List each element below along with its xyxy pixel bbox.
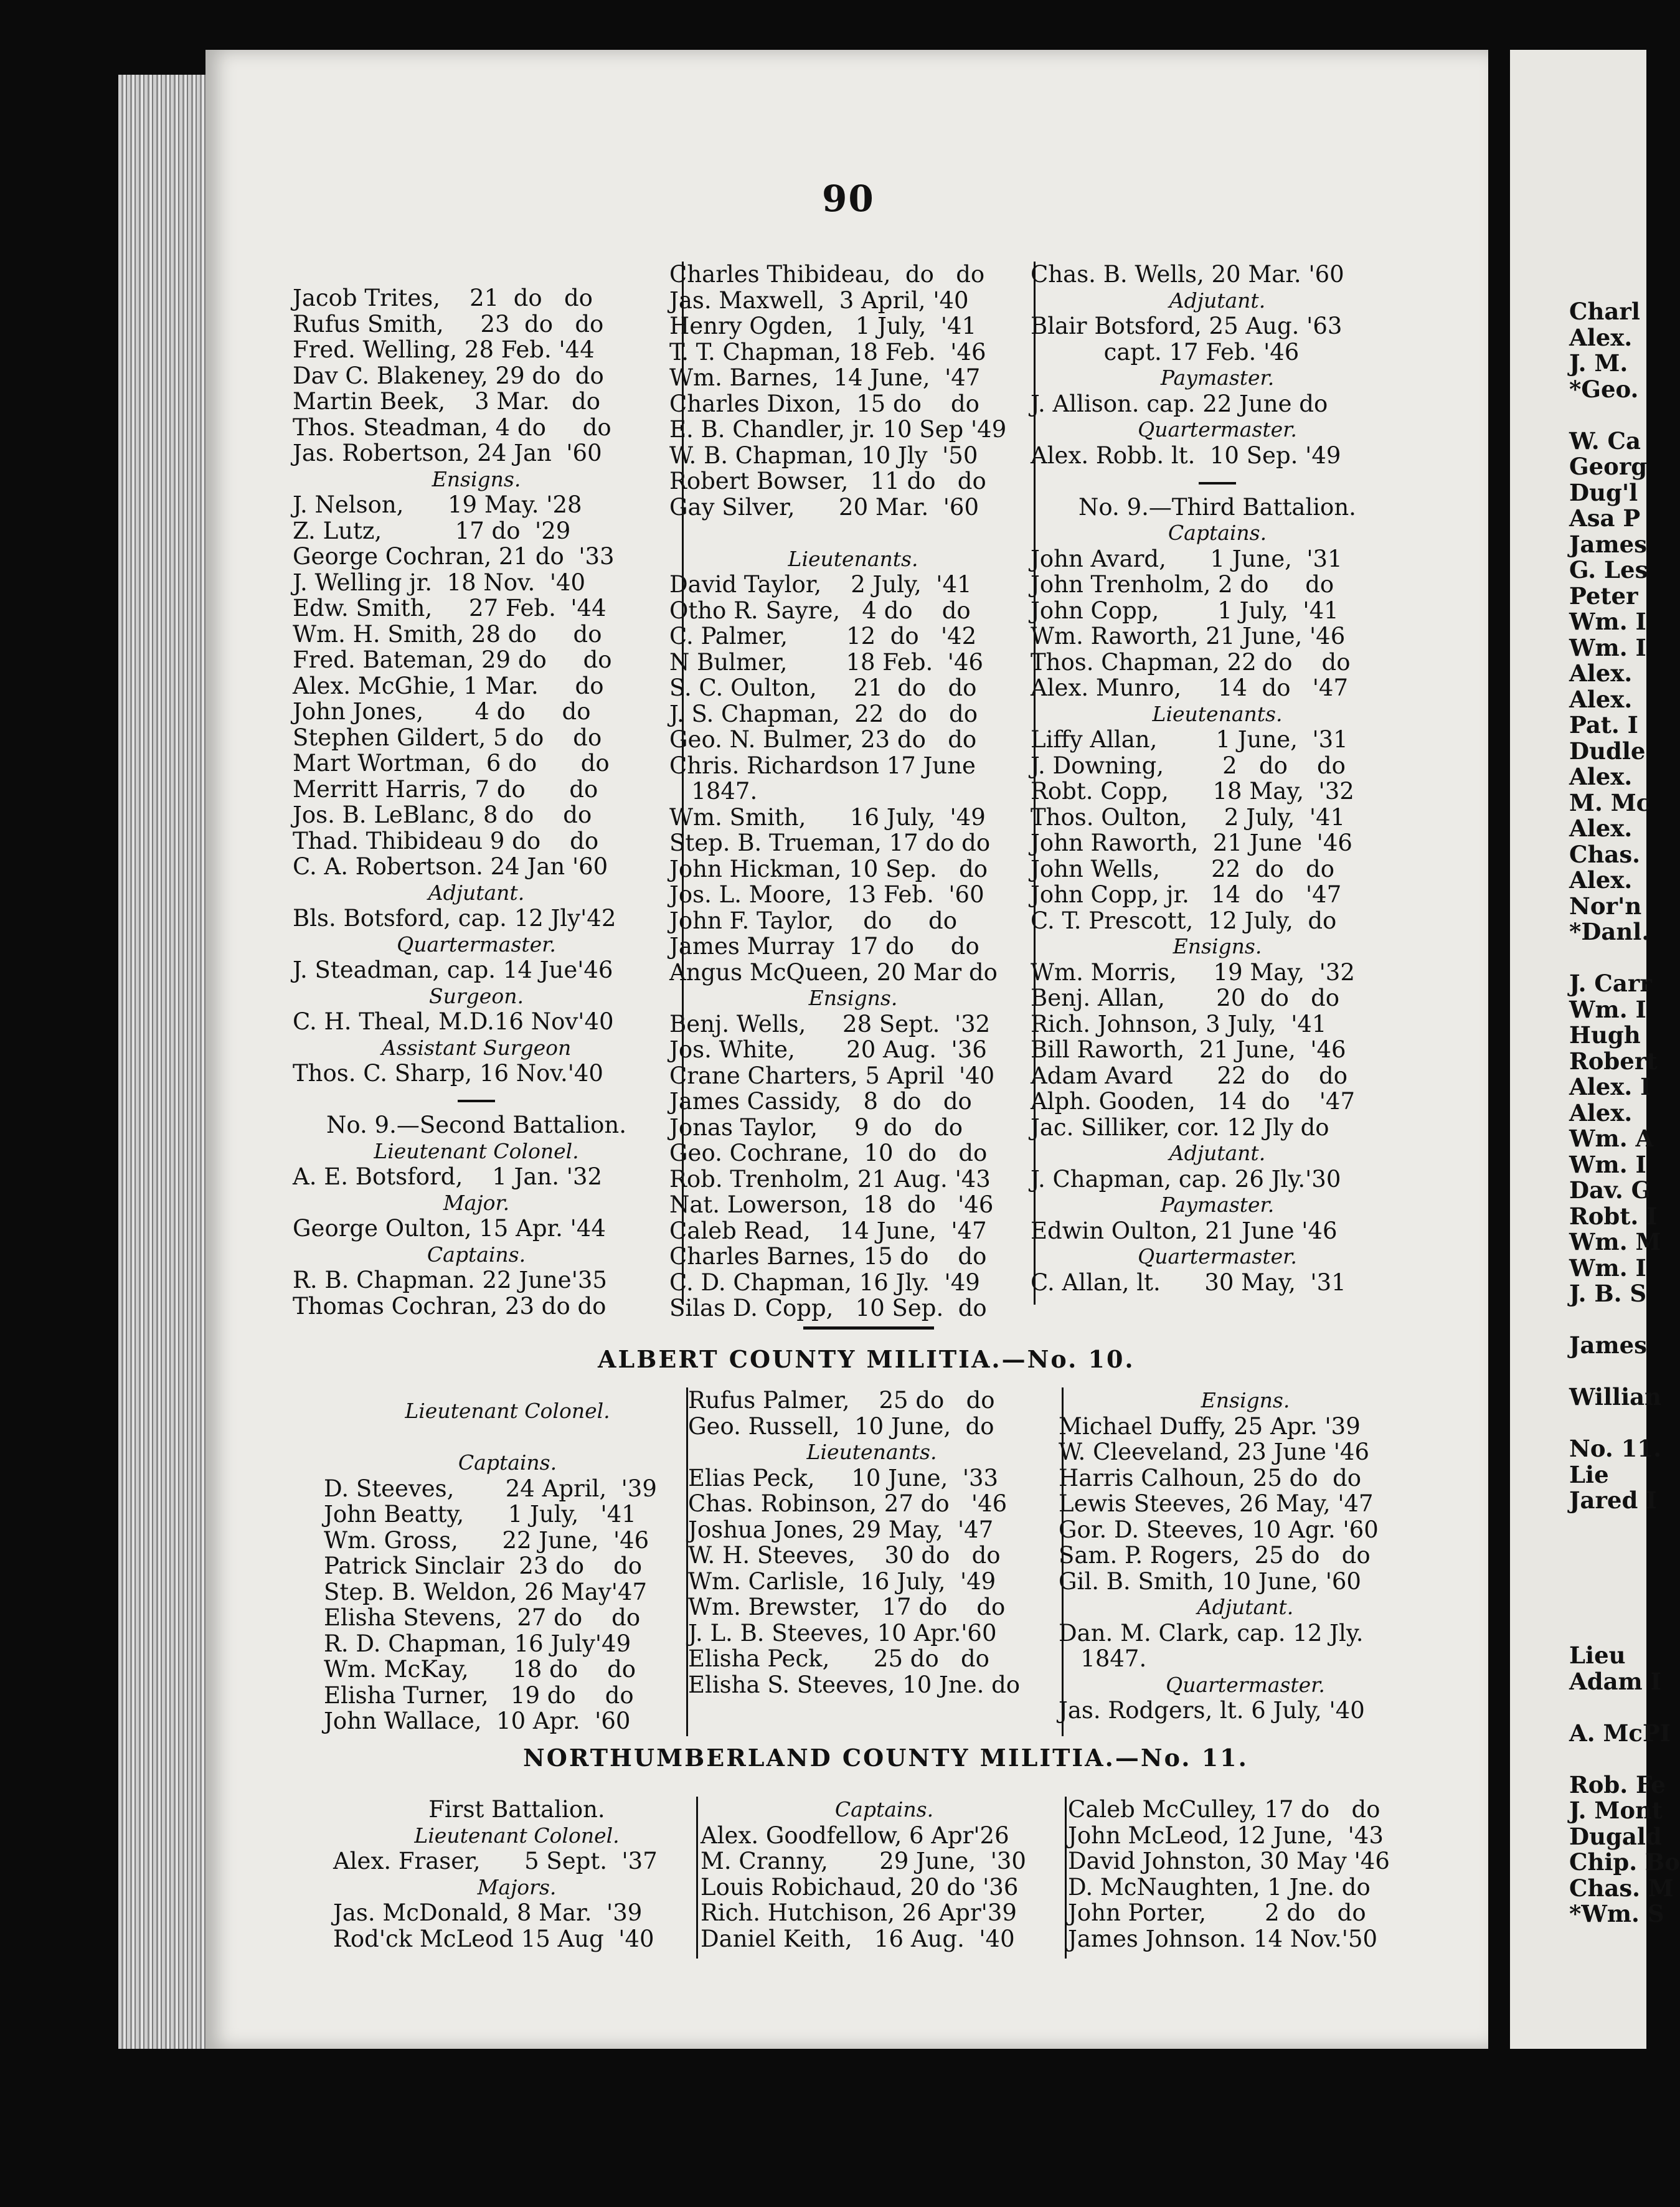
roster-entry: Jas. Maxwell, 3 April, '40 xyxy=(669,286,969,314)
roster-entry: Rufus Palmer, 25 do do xyxy=(688,1387,995,1414)
roster-entry: Merritt Harris, 7 do do xyxy=(293,775,598,803)
roster-entry: Edwin Oulton, 21 June '46 xyxy=(1031,1217,1338,1244)
adjacent-page-fragment: Hugh xyxy=(1569,1021,1641,1049)
rank-heading: Paymaster. xyxy=(1160,1193,1275,1217)
column-divider xyxy=(686,1387,688,1736)
roster-entry: Geo. Russell, 10 June, do xyxy=(688,1412,994,1440)
roster-entry: M. Cranny, 29 June, '30 xyxy=(701,1848,1026,1874)
rank-heading: Majors. xyxy=(477,1874,557,1899)
roster-entry: C. T. Prescott, 12 July, do xyxy=(1031,907,1337,934)
rank-heading: Assistant Surgeon xyxy=(381,1035,572,1060)
roster-entry: Jas. McDonald, 8 Mar. '39 xyxy=(333,1899,643,1926)
adjacent-page-fragment: Wm. A xyxy=(1569,1125,1654,1152)
roster-entry: Caleb McCulley, 17 do do xyxy=(1068,1796,1380,1823)
adjacent-page-fragment: Alex. xyxy=(1569,815,1633,842)
adjacent-page-fragment: Adam I xyxy=(1569,1667,1661,1695)
roster-entry: Wm. Brewster, 17 do do xyxy=(688,1594,1006,1620)
roster-entry: Daniel Keith, 16 Aug. '40 xyxy=(701,1925,1015,1952)
roster-entry: Geo. N. Bulmer, 23 do do xyxy=(669,726,977,753)
rank-heading: Quartermaster. xyxy=(1138,417,1297,442)
roster-entry: C. H. Theal, M.D.16 Nov'40 xyxy=(293,1008,614,1035)
roster-entry: Jas. Robertson, 24 Jan '60 xyxy=(293,440,602,466)
roster-entry: Wm. Barnes, 14 June, '47 xyxy=(669,364,981,391)
rank-heading: Adjutant. xyxy=(1197,1595,1294,1619)
adjacent-page-fragment: Lie xyxy=(1569,1460,1609,1488)
roster-entry: 1847. xyxy=(1059,1645,1147,1672)
adjacent-page-fragment: *Danl. xyxy=(1569,918,1650,945)
roster-entry: J. Downing, 2 do do xyxy=(1031,752,1346,779)
albert-column-1 xyxy=(324,1398,691,1734)
roster-entry: Wm. Gross, 22 June, '46 xyxy=(324,1526,649,1554)
roster-entry: Jos. B. LeBlanc, 8 do do xyxy=(293,801,592,828)
roster-entry: Alex. McGhie, 1 Mar. do xyxy=(293,672,604,699)
roster-entry: Robt. Copp, 18 May, '32 xyxy=(1031,778,1354,805)
rank-heading: Adjutant. xyxy=(1169,288,1266,313)
roster-entry: E. B. Chandler, jr. 10 Sep '49 xyxy=(669,416,1007,443)
column-divider xyxy=(1062,1387,1064,1736)
roster-entry: Edw. Smith, 27 Feb. '44 xyxy=(293,595,606,621)
roster-entry: D. Steeves, 24 April, '39 xyxy=(324,1475,657,1502)
adjacent-page-fragment: J. Carr xyxy=(1569,970,1652,997)
roster-entry: Thos. Oulton, 2 July, '41 xyxy=(1031,803,1346,831)
roster-entry: John F. Taylor, do do xyxy=(669,907,957,934)
roster-entry: Jacob Trites, 21 do do xyxy=(293,285,593,311)
roster-entry: Charles Barnes, 15 do do xyxy=(669,1243,987,1270)
adjacent-page xyxy=(1510,50,1680,2049)
roster-entry: David Taylor, 2 July, '41 xyxy=(669,571,972,598)
rank-heading: Lieutenants. xyxy=(788,546,918,571)
roster-entry: Fred. Welling, 28 Feb. '44 xyxy=(293,336,595,363)
albert-column-3 xyxy=(1059,1387,1432,1724)
adjacent-page-fragment: Lieu xyxy=(1569,1642,1626,1669)
rank-heading: Quartermaster. xyxy=(397,932,556,957)
roster-entry: John Trenholm, 2 do do xyxy=(1031,571,1334,598)
adjacent-page-fragment: Nor'n xyxy=(1569,892,1642,920)
roster-entry: Wm. McKay, 18 do do xyxy=(324,1656,636,1683)
roster-column-1 xyxy=(293,285,660,1319)
roster-entry: N Bulmer, 18 Feb. '46 xyxy=(669,648,984,676)
adjacent-page-fragment: Wm. I xyxy=(1569,995,1646,1023)
roster-entry: Otho R. Sayre, 4 do do xyxy=(669,597,971,624)
battalion-heading: No. 9.—Second Battalion. xyxy=(326,1112,626,1138)
roster-entry: Liffy Allan, 1 June, '31 xyxy=(1031,726,1348,753)
column-divider xyxy=(1065,1797,1067,1959)
adjacent-page-fragment xyxy=(1569,1746,1680,1772)
column-divider xyxy=(696,1797,698,1959)
adjacent-page-fragment: *Wm. S xyxy=(1569,1900,1664,1927)
roster-entry: Benj. Wells, 28 Sept. '32 xyxy=(669,1010,991,1037)
battalion-heading: First Battalion. xyxy=(428,1796,605,1823)
adjacent-page-fragment: G. Les xyxy=(1569,556,1648,584)
adjacent-page-fragment: Georg xyxy=(1569,453,1648,480)
adjacent-page-fragment xyxy=(1569,1566,1680,1592)
roster-entry: George Oulton, 15 Apr. '44 xyxy=(293,1215,606,1242)
roster-entry: Sam. P. Rogers, 25 do do xyxy=(1059,1542,1371,1569)
adjacent-page-fragment: *Geo. xyxy=(1569,375,1639,403)
roster-entry: C. Allan, lt. 30 May, '31 xyxy=(1031,1269,1346,1296)
albert-column-2 xyxy=(688,1387,1055,1698)
roster-entry: Harris Calhoun, 25 do do xyxy=(1059,1464,1362,1491)
roster-entry: John Wallace, 10 Apr. '60 xyxy=(324,1708,631,1734)
roster-entry: Thomas Cochran, 23 do do xyxy=(293,1292,606,1320)
roster-entry: Angus McQueen, 20 Mar do xyxy=(669,958,998,986)
roster-entry: W. B. Chapman, 10 Jly '50 xyxy=(669,442,978,469)
rank-heading: Major. xyxy=(443,1190,510,1215)
roster-entry: Elisha Peck, 25 do do xyxy=(688,1645,989,1672)
rank-heading: Captains. xyxy=(427,1242,526,1267)
adjacent-page-fragment: James xyxy=(1569,1331,1648,1359)
adjacent-page-fragment xyxy=(1569,1591,1680,1617)
roster-entry: John Raworth, 21 June '46 xyxy=(1031,829,1352,856)
roster-entry: John Wells, 22 do do xyxy=(1031,855,1334,882)
adjacent-page-fragment: Charl xyxy=(1569,298,1640,325)
roster-entry: Wm. H. Smith, 28 do do xyxy=(293,620,602,648)
roster-entry: Gor. D. Steeves, 10 Agr. '60 xyxy=(1059,1516,1379,1543)
adjacent-page-text xyxy=(1569,299,1680,1927)
roster-entry: Silas D. Copp, 10 Sep. do xyxy=(669,1295,987,1321)
rank-heading: Quartermaster. xyxy=(1138,1244,1297,1269)
roster-entry: capt. 17 Feb. '46 xyxy=(1031,338,1300,366)
section-title-northumberland: NORTHUMBERLAND COUNTY MILITIA.—No. 11. xyxy=(523,1744,1248,1772)
roster-entry: James Murray 17 do do xyxy=(669,933,979,960)
roster-entry: Gil. B. Smith, 10 June, '60 xyxy=(1059,1567,1361,1595)
northumberland-column-3 xyxy=(1068,1797,1442,1952)
adjacent-page-fragment: Jared I xyxy=(1569,1486,1657,1514)
rank-heading: Lieutenant Colonel. xyxy=(374,1138,579,1163)
adjacent-page-fragment: Wm. I xyxy=(1569,1150,1646,1178)
roster-entry: W. H. Steeves, 30 do do xyxy=(688,1542,1001,1569)
roster-entry: John Hickman, 10 Sep. do xyxy=(669,855,988,882)
roster-entry: J. Steadman, cap. 14 Jue'46 xyxy=(293,957,613,983)
roster-entry: 1847. xyxy=(669,778,758,805)
roster-entry: Wm. Raworth, 21 June, '46 xyxy=(1031,623,1346,650)
roster-entry: Elisha Turner, 19 do do xyxy=(324,1681,634,1709)
roster-entry: Crane Charters, 5 April '40 xyxy=(669,1062,995,1089)
adjacent-page-fragment: A. McPI xyxy=(1569,1719,1671,1747)
adjacent-page-fragment xyxy=(1569,1539,1680,1566)
roster-entry: Jos. White, 20 Aug. '36 xyxy=(669,1036,987,1063)
adjacent-page-fragment xyxy=(1569,945,1680,971)
section-title-albert: ALBERT COUNTY MILITIA.—No. 10. xyxy=(598,1345,1135,1373)
roster-entry: Robert Bowser, 11 do do xyxy=(669,468,986,494)
adjacent-page-fragment: Chas. xyxy=(1569,840,1641,868)
section-rule xyxy=(803,1326,934,1330)
roster-entry: Nat. Lowerson, 18 do '46 xyxy=(669,1191,994,1218)
roster-entry: Henry Ogden, 1 July, '41 xyxy=(669,313,977,339)
short-rule xyxy=(293,1087,660,1113)
adjacent-page-fragment xyxy=(1569,1617,1680,1643)
roster-column-2 xyxy=(669,262,1037,1321)
roster-entry: Joshua Jones, 29 May, '47 xyxy=(688,1516,994,1543)
adjacent-page-fragment: J. B. S xyxy=(1569,1280,1647,1307)
adjacent-page-fragment: Robt. I xyxy=(1569,1202,1658,1230)
roster-entry: James Johnson. 14 Nov.'50 xyxy=(1068,1925,1378,1952)
roster-entry: Martin Beek, 3 Mar. do xyxy=(293,388,601,415)
roster-entry: Adam Avard 22 do do xyxy=(1031,1062,1348,1089)
roster-entry: C. A. Robertson. 24 Jan '60 xyxy=(293,853,608,880)
rank-heading: Ensigns. xyxy=(1173,934,1262,958)
adjacent-page-fragment: James xyxy=(1569,530,1648,558)
roster-entry: Z. Lutz, 17 do '29 xyxy=(293,517,571,544)
roster-entry: Wm. Smith, 16 July, '49 xyxy=(669,803,986,831)
adjacent-page-fragment: Pat. I xyxy=(1569,711,1638,739)
roster-entry: J. Welling jr. 18 Nov. '40 xyxy=(293,569,586,596)
roster-entry: Alex. Fraser, 5 Sept. '37 xyxy=(333,1848,658,1874)
roster-entry: T. T. Chapman, 18 Feb. '46 xyxy=(669,338,986,366)
adjacent-page-fragment: Alex. xyxy=(1569,685,1633,713)
northumberland-column-2 xyxy=(701,1797,1068,1952)
roster-entry: Rod'ck McLeod 15 Aug '40 xyxy=(333,1925,654,1952)
roster-entry: J. S. Chapman, 22 do do xyxy=(669,700,978,727)
roster-entry: Bls. Botsford, cap. 12 Jly'42 xyxy=(293,905,616,932)
rank-heading: Paymaster. xyxy=(1160,366,1275,390)
rank-heading: Captains. xyxy=(834,1797,934,1822)
adjacent-page-fragment: Dugald xyxy=(1569,1822,1662,1850)
roster-entry: John Copp, 1 July, '41 xyxy=(1031,597,1339,624)
rank-heading: Ensigns. xyxy=(432,466,521,491)
adjacent-page-fragment xyxy=(1569,402,1680,428)
roster-entry: Charles Thibideau, do do xyxy=(669,261,985,288)
adjacent-page-fragment: Wm. I xyxy=(1569,633,1646,661)
adjacent-page-fragment: Wm. I xyxy=(1569,608,1646,635)
roster-entry: W. Cleeveland, 23 June '46 xyxy=(1059,1439,1369,1465)
adjacent-page-fragment: Wm. I xyxy=(1569,1254,1646,1282)
rank-heading: Lieutenant Colonel. xyxy=(414,1823,620,1848)
rank-heading: Ensigns. xyxy=(1201,1388,1290,1412)
column-divider xyxy=(682,262,684,1305)
roster-entry: Louis Robichaud, 20 do '36 xyxy=(701,1873,1019,1901)
adjacent-page-fragment: Dudle xyxy=(1569,737,1646,765)
roster-entry: Thad. Thibideau 9 do do xyxy=(293,827,599,854)
roster-entry: John Jones, 4 do do xyxy=(293,698,591,725)
roster-entry: Stephen Gildert, 5 do do xyxy=(293,724,602,751)
rank-heading: Lieutenants. xyxy=(806,1440,937,1464)
adjacent-page-fragment: Rob. Fe xyxy=(1569,1770,1666,1798)
book-page-edges xyxy=(118,75,212,2049)
rank-heading: Quartermaster. xyxy=(1166,1672,1325,1697)
roster-entry: George Cochran, 21 do '33 xyxy=(293,543,615,570)
adjacent-page-fragment: Chas. M xyxy=(1569,1874,1674,1902)
roster-entry: C. Palmer, 12 do '42 xyxy=(669,623,977,650)
adjacent-page-fragment: Alex. I xyxy=(1569,1073,1651,1100)
roster-entry: R. D. Chapman, 16 July'49 xyxy=(324,1630,631,1657)
roster-entry: Alex. Munro, 14 do '47 xyxy=(1031,674,1349,701)
adjacent-page-fragment xyxy=(1569,1411,1680,1437)
roster-entry: Elisha Stevens, 27 do do xyxy=(324,1604,641,1631)
roster-entry: Thos. Chapman, 22 do do xyxy=(1031,648,1351,676)
adjacent-page-fragment: Robert xyxy=(1569,1047,1658,1075)
roster-entry: Blair Botsford, 25 Aug. '63 xyxy=(1031,313,1343,339)
roster-entry: S. C. Oulton, 21 do do xyxy=(669,674,977,701)
roster-entry: James Cassidy, 8 do do xyxy=(669,1088,972,1115)
rank-heading: Captains. xyxy=(1168,521,1267,545)
adjacent-page-fragment: Alex. xyxy=(1569,323,1633,351)
adjacent-page-fragment: J. M. xyxy=(1569,349,1628,377)
roster-entry: R. B. Chapman. 22 June'35 xyxy=(293,1267,607,1293)
rank-heading: Adjutant. xyxy=(1169,1141,1266,1165)
roster-entry: Jac. Silliker, cor. 12 Jly do xyxy=(1031,1113,1329,1141)
roster-entry: Step. B. Weldon, 26 May'47 xyxy=(324,1578,648,1605)
roster-entry: John Porter, 2 do do xyxy=(1068,1899,1366,1926)
roster-entry: Alex. Robb. lt. 10 Sep. '49 xyxy=(1031,442,1341,469)
roster-entry: J. L. B. Steeves, 10 Apr.'60 xyxy=(688,1619,997,1647)
roster-entry: John Avard, 1 June, '31 xyxy=(1031,545,1343,572)
roster-entry: Rich. Johnson, 3 July, '41 xyxy=(1031,1010,1327,1037)
rank-heading: Captains. xyxy=(458,1450,557,1475)
adjacent-page-fragment xyxy=(1569,1359,1680,1385)
adjacent-page-fragment: Dav. G xyxy=(1569,1176,1651,1204)
roster-entry: Lewis Steeves, 26 May, '47 xyxy=(1059,1490,1374,1517)
roster-entry: Wm. Morris, 19 May, '32 xyxy=(1031,958,1355,986)
roster-entry: Chas. Robinson, 27 do '46 xyxy=(688,1490,1008,1517)
roster-entry: D. McNaughten, 1 Jne. do xyxy=(1068,1873,1371,1901)
adjacent-page-fragment: W. Ca xyxy=(1569,427,1641,455)
adjacent-page-fragment: J. Mont xyxy=(1569,1797,1663,1824)
roster-entry: Rob. Trenholm, 21 Aug. '43 xyxy=(669,1165,991,1193)
roster-entry: Fred. Bateman, 29 do do xyxy=(293,646,612,673)
roster-entry: Step. B. Trueman, 17 do do xyxy=(669,829,991,856)
spacer xyxy=(324,1424,691,1450)
adjacent-page-fragment: Willian xyxy=(1569,1383,1661,1411)
roster-entry: Rufus Smith, 23 do do xyxy=(293,310,604,338)
roster-entry: J. Allison. cap. 22 June do xyxy=(1031,390,1328,417)
adjacent-page-fragment: No. 11. xyxy=(1569,1435,1661,1462)
roster-entry: John Beatty, 1 July, '41 xyxy=(324,1501,636,1528)
roster-column-3 xyxy=(1031,262,1404,1295)
adjacent-page-fragment: Chip. Bo xyxy=(1569,1848,1680,1876)
adjacent-page-fragment: Peter xyxy=(1569,582,1638,610)
roster-entry: Dan. M. Clark, cap. 12 Jly. xyxy=(1059,1619,1364,1647)
roster-entry: Bill Raworth, 21 June, '46 xyxy=(1031,1036,1346,1063)
northumberland-column-1 xyxy=(333,1797,701,1952)
roster-entry: Patrick Sinclair 23 do do xyxy=(324,1552,643,1579)
rank-heading: Ensigns. xyxy=(808,986,898,1010)
roster-entry: Chas. B. Wells, 20 Mar. '60 xyxy=(1031,261,1344,288)
roster-entry: A. E. Botsford, 1 Jan. '32 xyxy=(293,1163,603,1190)
roster-entry: Thos. C. Sharp, 16 Nov.'40 xyxy=(293,1060,603,1087)
roster-entry: Wm. Carlisle, 16 July, '49 xyxy=(688,1567,996,1595)
roster-entry: Michael Duffy, 25 Apr. '39 xyxy=(1059,1412,1361,1440)
rank-heading: Lieutenants. xyxy=(1152,701,1283,726)
battalion-heading: No. 9.—Third Battalion. xyxy=(1078,493,1356,521)
roster-entry: Rich. Hutchison, 26 Apr'39 xyxy=(701,1899,1017,1926)
spacer xyxy=(669,520,1037,546)
roster-entry: Alph. Gooden, 14 do '47 xyxy=(1031,1088,1356,1115)
roster-entry: J. Chapman, cap. 26 Jly.'30 xyxy=(1031,1165,1341,1193)
rank-heading: Lieutenant Colonel. xyxy=(405,1399,610,1423)
roster-entry: Geo. Cochrane, 10 do do xyxy=(669,1140,988,1166)
adjacent-page-fragment: Asa P xyxy=(1569,504,1641,532)
roster-entry: C. D. Chapman, 16 Jly. '49 xyxy=(669,1269,980,1296)
roster-entry: Dav C. Blakeney, 29 do do xyxy=(293,362,604,389)
adjacent-page-fragment: Alex. xyxy=(1569,866,1633,894)
roster-entry: John McLeod, 12 June, '43 xyxy=(1068,1822,1384,1849)
column-divider xyxy=(1034,262,1036,1305)
adjacent-page-fragment xyxy=(1569,1694,1680,1721)
roster-entry: Alex. Goodfellow, 6 Apr'26 xyxy=(701,1822,1009,1849)
adjacent-page-fragment: M. Mc xyxy=(1569,788,1651,816)
roster-entry: Jas. Rodgers, lt. 6 July, '40 xyxy=(1059,1697,1365,1724)
roster-entry: John Copp, jr. 14 do '47 xyxy=(1031,881,1342,908)
page-number: 90 xyxy=(822,177,875,220)
roster-entry: Caleb Read, 14 June, '47 xyxy=(669,1217,987,1244)
roster-entry: Benj. Allan, 20 do do xyxy=(1031,985,1340,1011)
roster-entry: Chris. Richardson 17 June xyxy=(669,752,976,779)
roster-entry: Charles Dixon, 15 do do xyxy=(669,390,979,417)
roster-entry: Thos. Steadman, 4 do do xyxy=(293,414,611,441)
roster-entry: Jos. L. Moore, 13 Feb. '60 xyxy=(669,881,984,908)
short-rule xyxy=(1031,468,1404,494)
roster-entry: Elisha S. Steeves, 10 Jne. do xyxy=(688,1671,1021,1698)
adjacent-page-fragment: Alex. xyxy=(1569,763,1633,790)
roster-entry: Mart Wortman, 6 do do xyxy=(293,750,610,777)
roster-entry: David Johnston, 30 May '46 xyxy=(1068,1848,1390,1874)
roster-entry: J. Nelson, 19 May. '28 xyxy=(293,491,582,518)
adjacent-page-fragment: Dug'l xyxy=(1569,478,1638,506)
adjacent-page-fragment: Alex. xyxy=(1569,659,1633,687)
adjacent-page-fragment xyxy=(1569,1307,1680,1333)
adjacent-page-fragment: Alex. xyxy=(1569,1099,1633,1127)
roster-entry: Elias Peck, 10 June, '33 xyxy=(688,1464,999,1491)
adjacent-page-fragment: Wm. M xyxy=(1569,1228,1661,1255)
rank-heading: Adjutant. xyxy=(428,880,525,905)
roster-entry: Gay Silver, 20 Mar. '60 xyxy=(669,493,979,521)
roster-entry: Jonas Taylor, 9 do do xyxy=(669,1113,963,1141)
rank-heading: Surgeon. xyxy=(429,983,524,1008)
adjacent-page-fragment xyxy=(1569,1514,1680,1540)
